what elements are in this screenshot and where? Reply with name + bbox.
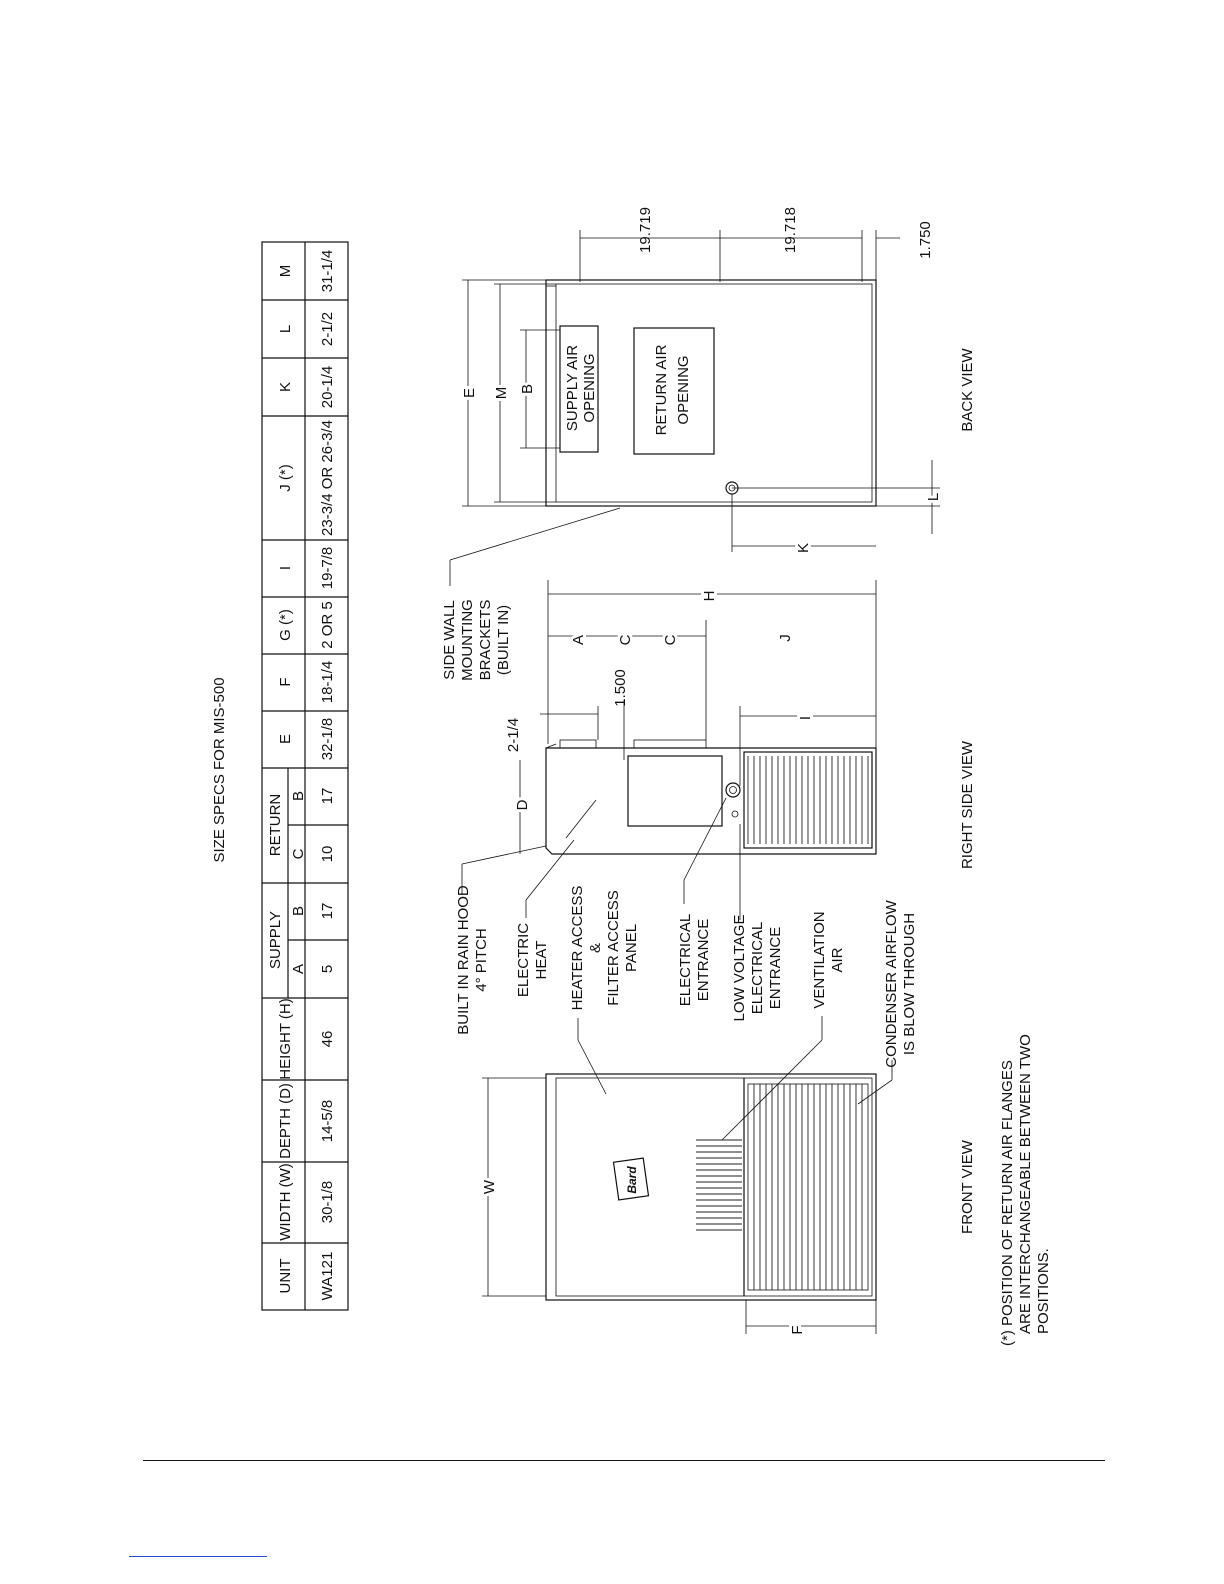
svg-text:ELECTRIC: ELECTRIC xyxy=(515,922,532,998)
hdr-k: K xyxy=(277,381,294,393)
val-height: 46 xyxy=(319,1030,336,1048)
back-view xyxy=(461,207,976,553)
svg-text:(*) POSITION OF RETURN AIR FLA: (*) POSITION OF RETURN AIR FLANGES xyxy=(999,1060,1016,1346)
val-i: 19-7/8 xyxy=(319,546,336,590)
hdr-e: E xyxy=(277,733,294,745)
footer-link-underline xyxy=(129,1556,267,1557)
svg-text:LOW VOLTAGE: LOW VOLTAGE xyxy=(731,914,748,1022)
condenser-grille-lines xyxy=(754,1084,862,1290)
svg-text:BUILT IN RAIN HOOD: BUILT IN RAIN HOOD xyxy=(455,885,472,1035)
front-view xyxy=(481,1074,976,1335)
val-return-b: 17 xyxy=(319,787,336,805)
dim-19-718: 19.718 xyxy=(782,207,799,253)
svg-text:SIDE WALL: SIDE WALL xyxy=(441,600,458,680)
svg-text:PANEL: PANEL xyxy=(623,923,640,973)
svg-text:HEATER ACCESS: HEATER ACCESS xyxy=(569,885,586,1011)
return-opening-line2: OPENING xyxy=(675,355,692,425)
svg-text:VENTILATION: VENTILATION xyxy=(811,911,828,1009)
electrical-entrance-fitting xyxy=(726,783,740,797)
hdr-c: C xyxy=(290,848,307,860)
low-voltage-entrance xyxy=(732,811,738,817)
hdr-m: M xyxy=(277,264,294,278)
size-specs-table xyxy=(211,242,348,1310)
callout-heater-access xyxy=(569,886,640,1094)
hdr-f: F xyxy=(277,677,294,687)
hdr-b: B xyxy=(290,905,307,917)
hdr-width: WIDTH (W) xyxy=(277,1163,294,1241)
dim-1-500: 1.500 xyxy=(612,669,629,707)
callout-rain-hood xyxy=(455,846,546,1035)
callout-electrical-entrance xyxy=(677,798,726,1006)
svg-text:BRACKETS: BRACKETS xyxy=(477,599,494,681)
dim-a: A xyxy=(570,634,587,646)
val-j: 23-3/4 OR 26-3/4 xyxy=(319,420,336,536)
dim-i: I xyxy=(797,715,814,721)
hdr-return: RETURN xyxy=(267,793,284,857)
dim-c: C xyxy=(617,634,634,646)
svg-text:HEAT: HEAT xyxy=(533,940,550,980)
hdr-height: HEIGHT (H) xyxy=(277,998,294,1080)
return-opening-line1: RETURN AIR xyxy=(653,344,670,436)
callouts xyxy=(455,798,918,1140)
dim-j: J xyxy=(777,634,794,642)
bracket-label xyxy=(441,599,512,681)
svg-text:ARE INTERCHANGEABLE BETWEEN TW: ARE INTERCHANGEABLE BETWEEN TWO xyxy=(1017,1034,1034,1334)
svg-text:ELECTRICAL: ELECTRICAL xyxy=(677,913,694,1007)
dim-b: B xyxy=(519,383,536,395)
bard-logo-text: Bard xyxy=(625,1166,639,1194)
dim-c-2: C xyxy=(662,634,679,646)
bard-logo xyxy=(614,1158,649,1200)
dim-2-1-4: 2-1/4 xyxy=(505,717,522,753)
return-air-opening xyxy=(634,328,714,454)
val-g: 2 OR 5 xyxy=(319,601,336,649)
svg-text:IS BLOW THROUGH: IS BLOW THROUGH xyxy=(901,912,918,1056)
back-view-title: BACK VIEW xyxy=(959,348,976,432)
svg-text:ELECTRICAL: ELECTRICAL xyxy=(749,921,766,1015)
dim-d: D xyxy=(514,799,531,811)
dim-1-750: 1.750 xyxy=(917,221,934,259)
hdr-i: I xyxy=(277,565,294,571)
hdr-a: A xyxy=(290,963,307,975)
hdr-j: J (*) xyxy=(277,464,294,492)
val-supply-a: 5 xyxy=(319,964,336,974)
svg-text:4° PITCH: 4° PITCH xyxy=(473,928,490,992)
val-unit: WA121 xyxy=(319,1251,336,1301)
dim-e: E xyxy=(461,387,478,399)
callout-condenser xyxy=(858,899,918,1104)
dim-w: W xyxy=(481,1179,498,1195)
dim-f: F xyxy=(789,1325,806,1335)
supply-opening-line1: SUPPLY AIR xyxy=(564,344,581,432)
dim-19-719: 19.719 xyxy=(637,207,654,253)
table-title: SIZE SPECS FOR MIS-500 xyxy=(211,677,228,863)
front-view-title: FRONT VIEW xyxy=(959,1140,976,1234)
val-m: 31-1/4 xyxy=(319,249,336,293)
val-f: 18-1/4 xyxy=(319,660,336,704)
val-width: 30-1/8 xyxy=(319,1180,336,1224)
dim-m: M xyxy=(493,386,510,400)
hdr-depth: DEPTH (D) xyxy=(277,1083,294,1159)
val-supply-b: 17 xyxy=(319,902,336,920)
supply-opening-line2: OPENING xyxy=(581,353,598,423)
callout-electric-heat xyxy=(515,840,574,997)
dim-k: K xyxy=(795,542,812,554)
val-e: 32-1/8 xyxy=(319,717,336,761)
electric-heat-element xyxy=(566,800,596,838)
svg-text:CONDENSER AIRFLOW: CONDENSER AIRFLOW xyxy=(883,900,900,1068)
val-return-c: 10 xyxy=(319,845,336,863)
svg-text:POSITIONS.: POSITIONS. xyxy=(1035,1248,1052,1334)
hdr-supply: SUPPLY xyxy=(267,910,284,970)
page-rule xyxy=(143,1460,1105,1461)
svg-text:&: & xyxy=(587,942,604,954)
dim-h: H xyxy=(701,590,718,602)
footnote xyxy=(999,1034,1052,1346)
val-l: 2-1/2 xyxy=(319,311,336,347)
hdr-l: L xyxy=(277,324,294,334)
dim-l: L xyxy=(925,492,942,502)
hdr-g: G (*) xyxy=(277,609,294,641)
svg-text:(BUILT IN): (BUILT IN) xyxy=(495,604,512,676)
svg-text:ENTRANCE: ENTRANCE xyxy=(767,926,784,1010)
svg-text:AIR: AIR xyxy=(829,947,846,973)
condenser-grille-slats xyxy=(748,756,868,844)
val-k: 20-1/4 xyxy=(319,365,336,409)
side-view-title: RIGHT SIDE VIEW xyxy=(959,740,976,870)
ventilation-louvers xyxy=(696,1140,742,1230)
hdr-unit: UNIT xyxy=(277,1258,294,1294)
svg-text:ENTRANCE: ENTRANCE xyxy=(695,918,712,1002)
hdr-b2: B xyxy=(290,790,307,802)
svg-text:FILTER ACCESS: FILTER ACCESS xyxy=(605,890,622,1006)
access-panel xyxy=(628,756,722,826)
right-side-view xyxy=(441,508,976,869)
svg-text:MOUNTING: MOUNTING xyxy=(459,599,476,681)
val-depth: 14-5/8 xyxy=(319,1099,336,1143)
